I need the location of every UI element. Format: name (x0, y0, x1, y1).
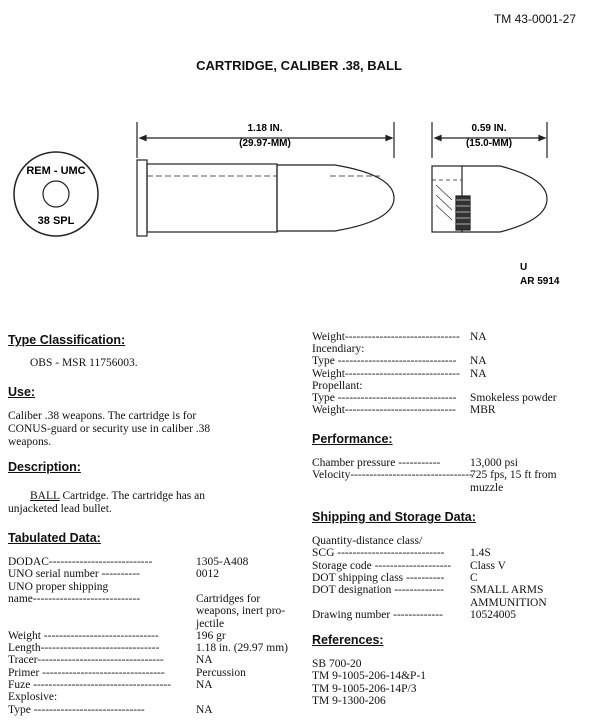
row-label: Velocity-------------------------------- (312, 469, 473, 482)
row-label: Explosive: (8, 691, 58, 704)
length-mm: (29.97-MM) (239, 138, 291, 149)
mark-u: U (520, 262, 528, 273)
row-label: SCG ---------------------------- (312, 547, 445, 560)
performance-heading: Performance: (312, 432, 393, 446)
row-label: DODAC--------------------------- (8, 556, 153, 568)
references-heading: References: (312, 633, 384, 647)
row-value: NA (470, 331, 487, 343)
use-line-2: CONUS-guard or security use in caliber .38 (8, 423, 211, 435)
row-value: SMALL ARMS (470, 584, 544, 597)
diameter-inches: 0.59 IN. (471, 123, 507, 134)
row-label: Chamber pressure ----------- (312, 457, 441, 469)
row-value: NA (196, 654, 213, 667)
reference-item: TM 9-1005-206-14P/3 (312, 682, 417, 695)
row-value: 725 fps, 15 ft from (470, 469, 557, 482)
row-label: Type ------------------------------- (312, 355, 457, 368)
row-value: 13,000 psi (470, 457, 518, 469)
type-classification-heading: Type Classification: (8, 333, 126, 347)
reference-item: TM 9-1300-206 (312, 694, 386, 707)
description-lead: BALL (30, 490, 60, 502)
row-value: Smokeless powder (470, 392, 557, 404)
use-line-1: Caliber .38 weapons. The cartridge is for (8, 410, 197, 422)
row-label: Quantity-distance class/ (312, 535, 423, 547)
headstamp-top-text: REM - UMC (26, 165, 86, 177)
shipping-storage-heading: Shipping and Storage Data: (312, 510, 476, 524)
row-value: 1305-A408 (196, 556, 249, 568)
row-label: Weight------------------------------ (312, 367, 460, 380)
row-value: NA (470, 367, 487, 380)
row-label: Weight----------------------------- (312, 404, 456, 417)
row-value: 10524005 (470, 608, 516, 621)
row-label: Length------------------------------- (8, 642, 160, 655)
row-label: Storage code -------------------- (312, 559, 452, 572)
headstamp-drawing (14, 152, 98, 236)
row-label: DOT shipping class ---------- (312, 571, 445, 584)
row-value: C (470, 571, 478, 584)
length-inches: 1.18 IN. (247, 123, 283, 134)
row-value: AMMUNITION (470, 596, 547, 609)
document-number: TM 43-0001-27 (493, 12, 576, 26)
description-line-1 (30, 490, 205, 503)
row-value: MBR (470, 404, 496, 417)
ar-number: AR 5914 (520, 276, 560, 287)
row-value: jectile (196, 617, 225, 630)
row-label: Weight ------------------------------ (8, 629, 159, 642)
tabulated-data-heading: Tabulated Data: (8, 531, 101, 545)
row-label: Weight------------------------------ (312, 331, 460, 343)
row-label: Propellant: (312, 379, 363, 392)
row-label: Drawing number ------------- (312, 608, 443, 621)
row-label: UNO proper shipping (8, 580, 109, 593)
row-label: Incendiary: (312, 343, 365, 356)
headstamp-bottom-text: 38 SPL (37, 215, 75, 227)
row-value: 1.18 in. (29.97 mm) (196, 642, 288, 655)
use-line-3: weapons. (8, 436, 52, 448)
row-label: Type ------------------------------- (312, 392, 457, 404)
description-line-2: unjacketed lead bullet. (8, 503, 112, 515)
row-label: Fuze ------------------------------------ (8, 679, 172, 691)
row-value: 1.4S (470, 547, 491, 560)
row-value: NA (196, 679, 213, 691)
row-value: Class V (470, 559, 506, 572)
row-label: Tracer--------------------------------- (8, 654, 164, 667)
row-value: weapons, inert pro- (196, 605, 286, 618)
row-label: Primer -------------------------------- (8, 666, 165, 679)
row-value: muzzle (470, 481, 504, 494)
description-line-1-rest: Cartridge. The cartridge has an (59, 490, 206, 502)
cartridge-figure (0, 0, 598, 300)
reference-item: TM 9-1005-206-14&P-1 (312, 670, 427, 683)
use-heading: Use: (8, 385, 36, 399)
row-label: DOT designation ------------- (312, 584, 444, 597)
row-label: name---------------------------- (8, 592, 141, 605)
row-value: Cartridges for (196, 592, 261, 605)
page-title: CARTRIDGE, CALIBER .38, BALL (196, 58, 402, 73)
row-value: 0012 (196, 568, 219, 581)
row-value: 196 gr (196, 629, 226, 642)
row-value: NA (196, 703, 213, 716)
reference-item: SB 700-20 (312, 658, 362, 670)
description-heading: Description: (8, 460, 81, 474)
row-label: UNO serial number ---------- (8, 568, 140, 581)
diameter-mm: (15.0-MM) (465, 138, 513, 149)
row-value: NA (470, 355, 487, 368)
row-value: Percussion (196, 666, 246, 679)
type-classification-text: OBS - MSR 11756003. (30, 357, 138, 369)
row-label: Type ----------------------------- (8, 703, 145, 716)
